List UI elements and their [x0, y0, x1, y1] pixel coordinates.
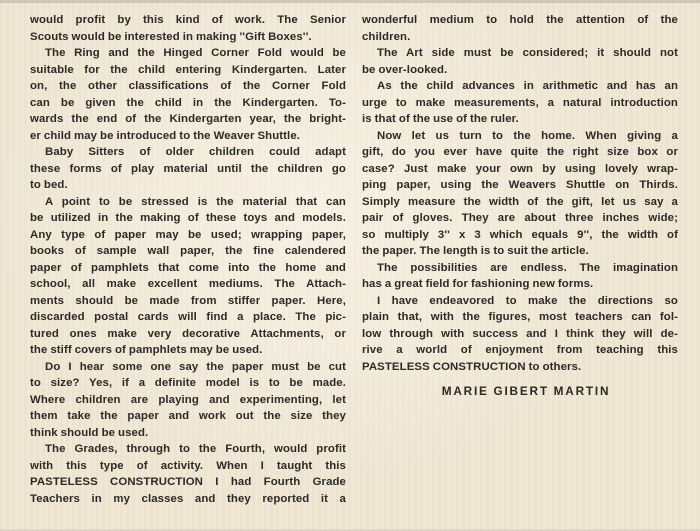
text-line: er child may be introduced to the Weaver Shuttle.: [30, 129, 301, 142]
text-line: can be given the child in the Kindergarten. To-: [30, 96, 346, 109]
text-line: would profit by this kind of work. The Senior: [30, 14, 346, 26]
text-line: Now let us turn to the home. When giving a: [377, 129, 678, 142]
text-line: Simply measure the width of the gift, let us say a: [362, 195, 678, 208]
text-column-left: [30, 12, 346, 507]
text-line: PASTELESS CONSTRUCTION I had Fourth Grade: [30, 476, 346, 488]
text-line: discarded postal cards will find a place. The pic-: [30, 311, 346, 323]
text-line: on, the other classifications of the Corner Fold: [30, 80, 346, 92]
text-line: be utilized in the making of these toys and models.: [30, 212, 346, 224]
text-line: The Grades, through to the Fourth, would profit: [45, 443, 346, 455]
text-line: case? Just make your own by using lovely wrap-: [362, 162, 678, 175]
text-line: ping paper, using the Weavers Shuttle on Thirds.: [362, 179, 678, 191]
text-line: urge to make measurements, a natural introduction: [362, 96, 678, 109]
text-line: suitable for the child entering Kindergarten. Later: [30, 63, 346, 76]
text-line: school, all make excellent mediums. The Attach-: [30, 278, 346, 290]
text-line: The Art side must be considered; it should not: [377, 47, 678, 59]
column-lines: [30, 12, 346, 507]
text-line: As the child advances in arithmetic and has an: [377, 80, 678, 92]
text-line: plain that, with the figures, most teachers can fol-: [362, 311, 678, 323]
text-line: is that of the use of the ruler.: [362, 113, 519, 125]
text-line: Baby Sitters of older children could adapt: [45, 146, 346, 158]
text-line: children.: [362, 30, 411, 43]
text-line: the stiff covers of pamphlets may be used.: [30, 344, 263, 356]
text-line: The Ring and the Hinged Corner Fold would be: [45, 47, 346, 59]
text-line: these forms of play material until the children go: [30, 162, 346, 175]
text-line: to bed.: [30, 179, 68, 191]
text-line: The possibilities are endless. The imagination: [377, 261, 678, 274]
text-line: be over-looked.: [362, 63, 448, 76]
text-line: A point to be stressed is the material that can: [45, 195, 346, 208]
column-lines: [362, 12, 678, 375]
text-line: ments should be made from stiffer paper. Here,: [30, 294, 346, 307]
text-line: with this type of activity. When I taught this: [30, 459, 346, 472]
text-line: think should be used.: [30, 426, 149, 439]
text-line: wonderful medium to hold the attention of the: [362, 14, 678, 26]
text-line: gift, do you ever have quite the right size box or: [362, 146, 678, 158]
text-line: books of sample wall paper, the fine calendered: [30, 245, 346, 257]
text-line: has a great field for fashioning new forms.: [362, 278, 594, 290]
text-line: to size? Yes, if a definite model is to be made.: [30, 377, 346, 389]
text-line: PASTELESS CONSTRUCTION to others.: [362, 360, 582, 373]
text-line: Do I hear some one say the paper must be cut: [45, 360, 346, 373]
text-line: Where children are playing and experimenting, let: [30, 393, 346, 406]
text-line: I have endeavored to make the directions so: [377, 294, 678, 307]
author-signature: MARIE GIBERT MARTIN: [441, 384, 611, 398]
text-line: tured ones make very decorative Attachments, or: [30, 327, 346, 340]
text-line: Any type of paper may be used; wrapping paper,: [30, 228, 346, 241]
text-line: paper of pamphlets that come into the home and: [30, 261, 346, 274]
text-line: so multiply 3'' x 3 which equals 9'', the width of: [362, 228, 678, 241]
text-line: the paper. The length is to suit the article.: [362, 245, 589, 257]
text-line: pair of gloves. They are about three inches wide;: [362, 212, 678, 224]
text-line: low through with success and I think they will de-: [362, 327, 678, 340]
text-column-right: [362, 12, 678, 400]
text-line: rive a world of enjoyment from teaching this: [362, 344, 678, 356]
text-line: wards the end of the Kindergarten year, the bright-: [30, 113, 346, 125]
text-line: them take the paper and work out the size they: [30, 410, 346, 422]
text-line: Teachers in my classes and they reported it a: [30, 492, 346, 505]
text-line: Scouts would be interested in making ''Gift Boxes''.: [30, 30, 312, 43]
